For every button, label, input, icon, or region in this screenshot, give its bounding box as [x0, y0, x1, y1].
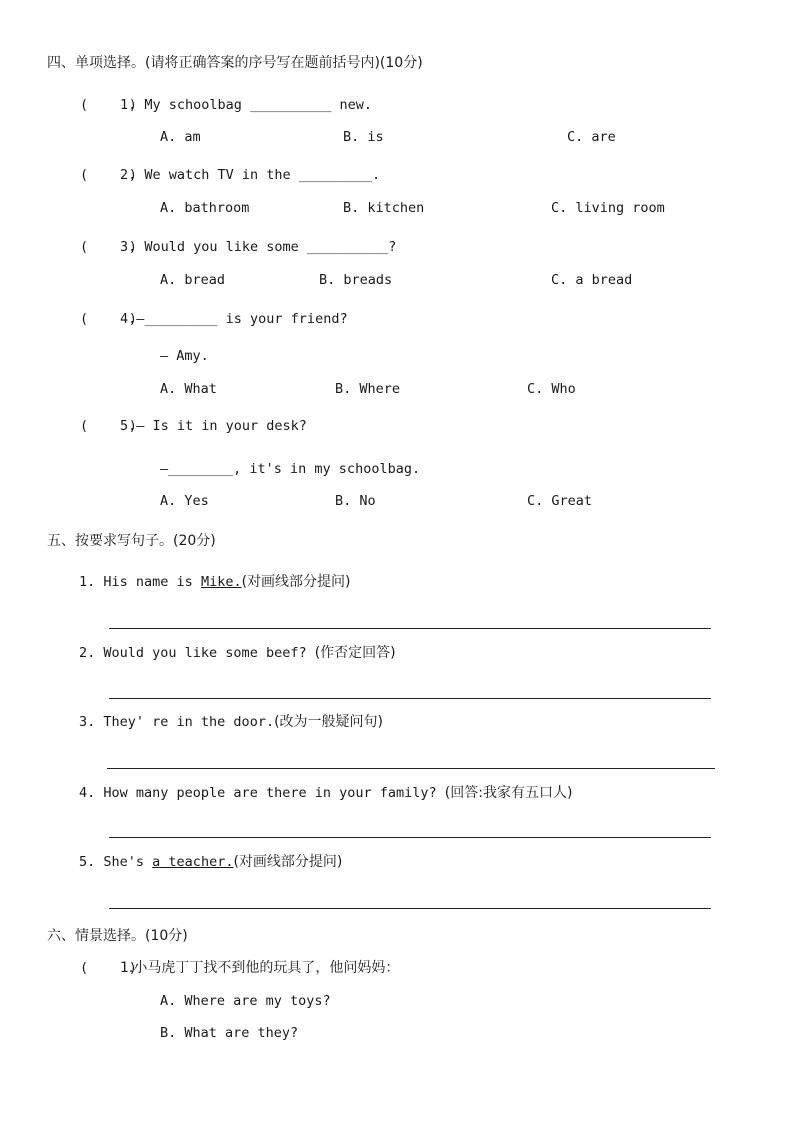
instruction: (对画线部分提问) — [233, 854, 343, 870]
answer-bracket[interactable]: ( ) — [80, 239, 137, 255]
option-c: C. living room — [551, 200, 665, 216]
sentence-item — [79, 573, 351, 591]
item-text: His name is — [103, 574, 201, 590]
section-5-heading: 五、按要求写句子。(20分) — [47, 533, 216, 549]
answer-bracket[interactable]: ( ) — [80, 97, 137, 113]
answer-writing-line[interactable] — [109, 628, 711, 629]
item-number: 1. — [79, 574, 104, 590]
question-stem: 2. We watch TV in the _________. — [120, 167, 381, 183]
item-text: Would you like some beef? — [103, 645, 315, 661]
instruction: (作否定回答) — [314, 645, 396, 661]
option-b: B. kitchen — [343, 200, 425, 216]
option-a: A. Yes — [160, 493, 209, 509]
item-number: 3. — [79, 714, 104, 730]
question-stem: 1. My schoolbag __________ new. — [120, 97, 372, 113]
option-b: B. Where — [335, 381, 401, 397]
item-text: She's — [103, 854, 153, 870]
sentence-item — [79, 713, 383, 731]
instruction: (改为一般疑问句) — [274, 714, 384, 730]
underlined-part: Mike. — [200, 574, 242, 590]
section-4-heading: 四、单项选择。(请将正确答案的序号写在题前括号内)(10分) — [47, 55, 423, 71]
question-stem: 4.—_________ is your friend? — [120, 311, 348, 327]
answer-line: —________, it's in my schoolbag. — [160, 461, 421, 477]
item-text: How many people are there in your family? — [103, 785, 445, 801]
answer-bracket[interactable]: ( ) — [80, 418, 137, 434]
answer-writing-line[interactable] — [109, 908, 711, 909]
item-text: They' re in the door. — [103, 714, 275, 730]
answer-bracket[interactable]: ( ) — [80, 960, 137, 976]
option-a: A. am — [160, 129, 201, 145]
option-c: C. are — [567, 129, 616, 145]
option-a: A. bread — [160, 272, 226, 288]
answer-line: — Amy. — [160, 348, 209, 364]
section-6-heading: 六、情景选择。(10分) — [47, 928, 188, 944]
option-c: C. a bread — [551, 272, 633, 288]
option-a: A. What — [160, 381, 217, 397]
question-stem: 1.小马虎丁丁找不到他的玩具了，他问妈妈： — [120, 960, 400, 976]
answer-writing-line[interactable] — [109, 698, 711, 699]
option-b: B. is — [343, 129, 384, 145]
option-b: B. breads — [319, 272, 393, 288]
sentence-item — [79, 784, 572, 802]
answer-writing-line[interactable] — [109, 837, 711, 838]
item-number: 2. — [79, 645, 104, 661]
answer-bracket[interactable]: ( ) — [80, 167, 137, 183]
underlined-part: a teacher. — [152, 854, 234, 870]
item-number: 4. — [79, 785, 104, 801]
answer-bracket[interactable]: ( ) — [80, 311, 137, 327]
option-c: C. Great — [527, 493, 593, 509]
instruction: (回答:我家有五口人) — [444, 785, 573, 801]
question-stem: 3. Would you like some __________? — [120, 239, 397, 255]
option-c: C. Who — [527, 381, 576, 397]
question-stem: 5.— Is it in your desk? — [120, 418, 307, 434]
option-a: A. bathroom — [160, 200, 250, 216]
option-b: B. No — [335, 493, 376, 509]
instruction: (对画线部分提问) — [241, 574, 351, 590]
sentence-item — [79, 853, 342, 871]
answer-writing-line[interactable] — [107, 768, 715, 769]
item-number: 5. — [79, 854, 104, 870]
option-a: A. Where are my toys? — [160, 993, 331, 1009]
option-b: B. What are they? — [160, 1025, 299, 1041]
sentence-item — [79, 644, 396, 662]
